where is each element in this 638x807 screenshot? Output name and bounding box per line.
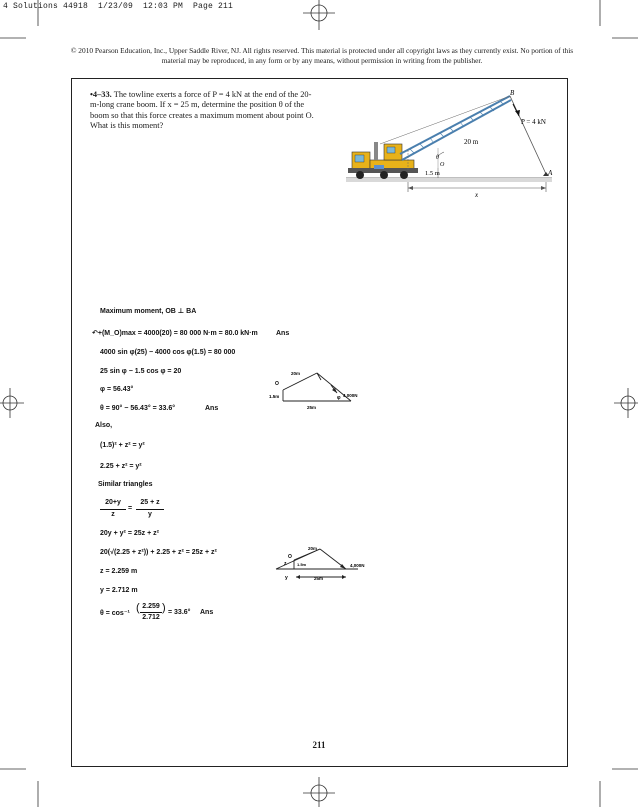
sketch2-label-20m: 20m: [308, 546, 318, 551]
label-height: 1.5 m: [425, 170, 440, 177]
solution-line-11: z = 2.259 m: [100, 568, 138, 575]
fraction-2-bar: [136, 509, 164, 510]
sketch2-label-z: z: [284, 561, 287, 567]
problem-statement: [90, 90, 315, 132]
solution-line-2: 4000 sin φ(25) − 4000 cos φ(1.5) = 80 000: [100, 349, 236, 356]
label-P: P = 4 kN: [521, 118, 546, 126]
fraction-2-num: 25 + z: [140, 499, 160, 506]
problem-text: The towline exerts a force of P = 4 kN at the end of the 20-m-long crane boom. If x = 25 m, determine the position θ of the boom so that this force creates a maximum moment about point O. What is this moment?: [90, 90, 314, 131]
solution-line-4: φ = 56.43°: [100, 386, 134, 393]
fraction-3-num: 2.259: [142, 603, 160, 610]
fraction-2-den: y: [148, 511, 152, 518]
solution-line-13-result: = 33.6°: [168, 609, 191, 616]
solution-line-7: 2.25 + z² = y²: [100, 463, 142, 470]
crane-figure: [340, 86, 562, 206]
paren-close: ): [162, 602, 166, 614]
label-x: x: [475, 191, 479, 199]
solution-line-13-prefix: θ = cos⁻¹: [100, 610, 130, 617]
solution-line-3: 25 sin φ − 1.5 cos φ = 20: [100, 368, 182, 375]
solution-title: Maximum moment, OB ⊥ BA: [100, 308, 197, 315]
fraction-3-den: 2.712: [142, 614, 160, 621]
sketch2-label-1-5m: 1.5m: [297, 562, 307, 567]
page-number: 211: [312, 740, 326, 750]
label-theta: θ: [436, 155, 439, 161]
label-A: A: [548, 169, 553, 177]
sketch1-label-O: O: [275, 381, 279, 387]
solution-line-12: y = 2.712 m: [100, 587, 138, 594]
problem-number: •4–33.: [90, 90, 112, 99]
solution-line-1: ↶+(M_O)max = 4000(20) = 80 000 N·m = 80.0 kN·m: [92, 330, 258, 337]
print-header: 4 Solutions 44918 1/23/09 12:03 PM Page 211: [3, 2, 234, 11]
equals-sign: =: [128, 505, 133, 512]
also-label: Also,: [95, 422, 113, 429]
fraction-1-num: 20+y: [105, 499, 121, 506]
sketch1-label-20m: 20m: [291, 371, 301, 376]
crane-boom: [400, 96, 511, 160]
fraction-1-bar: [100, 509, 126, 510]
solution-line-10: 20(√(2.25 + z²)) + 2.25 + z² = 25z + z²: [100, 549, 217, 556]
sketch1-label-phi: φ: [337, 395, 341, 401]
sketch2-label-O: O: [288, 554, 292, 560]
copyright-notice: © 2010 Pearson Education, Inc., Upper Saddle River, NJ. All rights reserved. This material is protected under all copyright laws as they currently exist. No portion of this material may be reproduced, in any form or by any means, without permission in writing from the publisher.: [70, 46, 574, 65]
paren-open: (: [136, 602, 140, 614]
similar-triangles-label: Similar triangles: [98, 481, 153, 488]
label-B: B: [510, 89, 515, 97]
answer-1: Ans: [276, 330, 290, 337]
sketch2-label-force: 4,000N: [350, 563, 365, 568]
fraction-3-bar: [140, 612, 162, 613]
fraction-1-den: z: [111, 511, 115, 518]
crane-truck: [348, 142, 418, 179]
sketch1-label-force: 4,000N: [343, 393, 358, 398]
answer-3: Ans: [200, 609, 214, 616]
answer-2: Ans: [205, 405, 219, 412]
similar-triangles-sketch: [272, 543, 372, 583]
sketch1-label-25m: 25m: [307, 405, 317, 410]
label-boom-length: 20 m: [464, 138, 479, 146]
sketch2-label-25m: 25m: [314, 576, 324, 581]
free-body-sketch-1: [265, 365, 365, 415]
solution-line-9: 20y + y² = 25z + z²: [100, 530, 159, 537]
solution-line-5: θ = 90° − 56.43° = 33.6°: [100, 405, 176, 412]
sketch2-label-y: y: [285, 575, 288, 581]
label-O: O: [440, 162, 445, 168]
sketch1-label-1-5m: 1.5m: [269, 394, 280, 399]
solution-line-6: (1.5)² + z² = y²: [100, 442, 145, 449]
